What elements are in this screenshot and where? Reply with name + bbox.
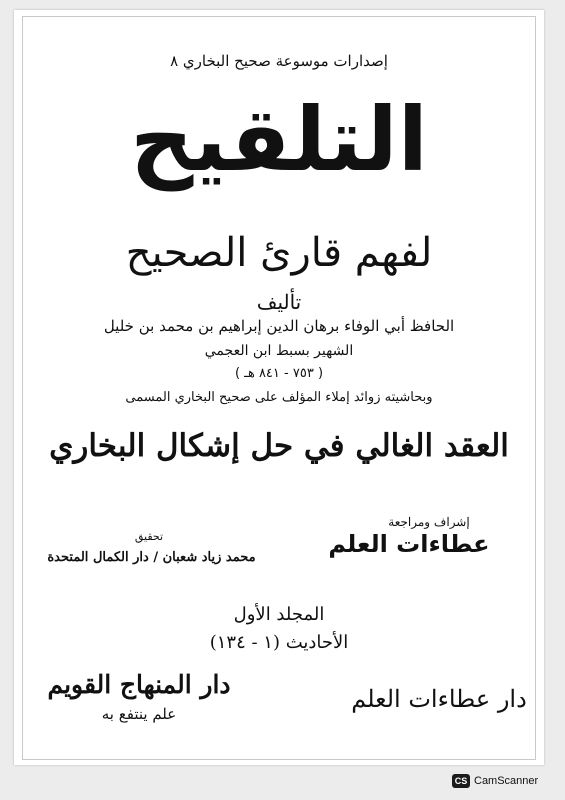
cover-page bbox=[14, 10, 544, 765]
camscanner-icon: CS bbox=[452, 774, 470, 788]
publisher-left-motto: علم ينتفع به bbox=[101, 705, 177, 723]
author-known-as: الشهير بسبط ابن العجمي bbox=[204, 343, 354, 359]
volume-label: المجلد الأول bbox=[233, 604, 325, 625]
supervision-label: إشراف ومراجعة bbox=[388, 515, 470, 529]
margin-note: وبحاشيته زوائد إملاء المؤلف على صحيح البخاري المسمى bbox=[125, 390, 433, 405]
camscanner-watermark bbox=[452, 774, 538, 788]
author-name: الحافظ أبي الوفاء برهان الدين إبراهيم بن محمد بن خليل bbox=[103, 317, 455, 335]
publisher-left-name: دار المنهاج القويم bbox=[47, 670, 231, 699]
publisher-right-name: دار عطاءات العلم bbox=[351, 685, 527, 713]
series-line: إصدارات موسوعة صحيح البخاري ٨ bbox=[170, 52, 388, 70]
author-dates: ( ٧٥٣ - ٨٤١ هـ ) bbox=[234, 366, 324, 381]
hadith-range: الأحاديث (١ - ١٣٤) bbox=[209, 632, 349, 653]
editors-name: محمد زياد شعبان / دار الكمال المتحدة bbox=[47, 550, 256, 565]
editing-label: تحقيق bbox=[134, 530, 164, 543]
book-title: التلقيح bbox=[130, 88, 428, 191]
book-subtitle: لفهم قارئ الصحيح bbox=[125, 230, 433, 276]
camscanner-label: CamScanner bbox=[474, 775, 539, 787]
authorship-label: تأليف bbox=[256, 290, 302, 314]
marginal-work-title: العقد الغالي في حل إشكال البخاري bbox=[49, 428, 509, 464]
supervisor-name: عطاءات العلم bbox=[328, 530, 490, 558]
